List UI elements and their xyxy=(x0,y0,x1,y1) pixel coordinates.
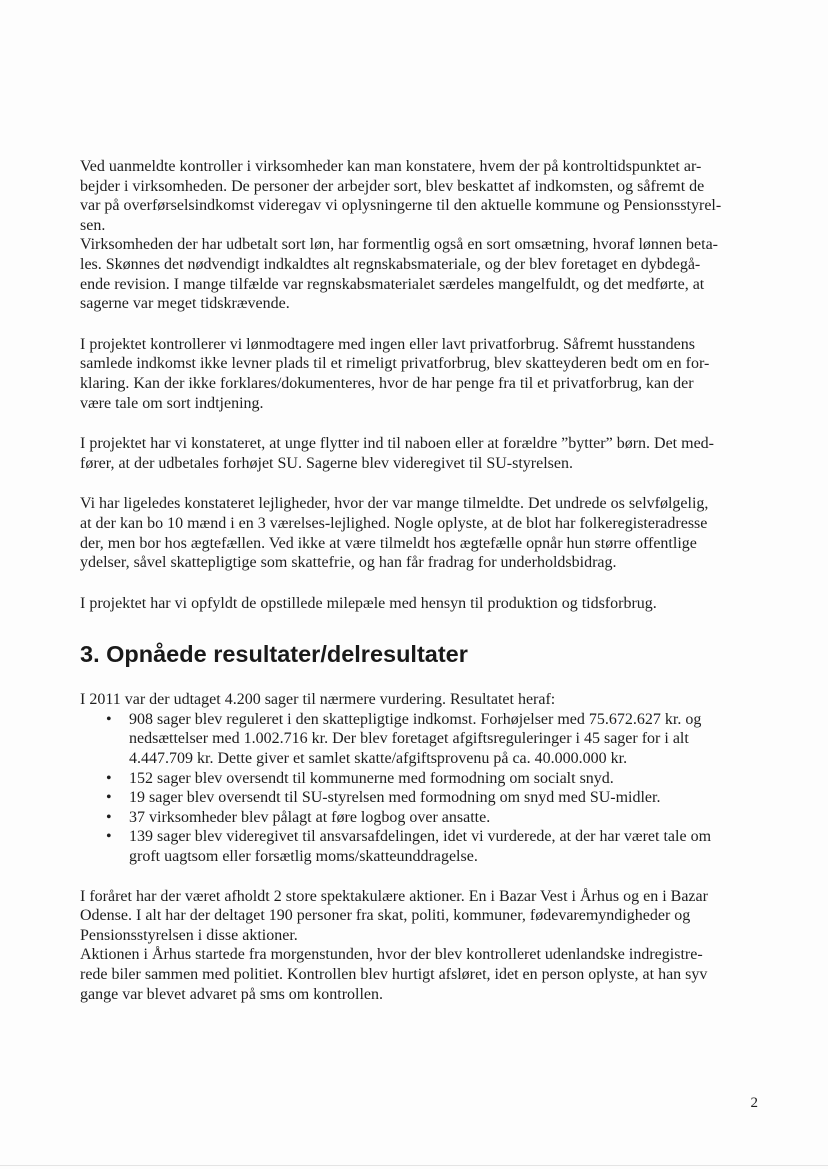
paragraph-milestones xyxy=(80,594,752,614)
text-line: nedsættelser med 1.002.716 kr. Der blev foretaget afgiftsreguleringer i 45 sager for i alt xyxy=(129,730,689,748)
text-line: I projektet har vi opfyldt de opstillede milepæle med hensyn til produktion og tidsforbrug. xyxy=(80,594,657,612)
text-line: rede biler sammen med politiet. Kontrollen blev hurtigt afsløret, idet en person oplyste, at han syv xyxy=(80,966,708,983)
text-line: I projektet har vi konstateret, at unge flytter ind til naboen eller at forældre ”bytter” børn. Det med- xyxy=(80,435,714,453)
text-line: fører, at der udbetales forhøjet SU. Sagerne blev videregivet til SU-styrelsen. xyxy=(80,454,573,472)
text-line: 4.447.709 kr. Dette giver et samlet skatte/afgiftsprovenu på ca. 40.000.000 kr. xyxy=(129,750,628,768)
text-line: Aktionen i Århus startede fra morgenstunden, hvor der blev kontrolleret udenlandske indregistre- xyxy=(80,946,703,964)
text-line: Ved uanmeldte kontroller i virksomheder kan man konstatere, hvem der på kontroltidspunktet ar- xyxy=(80,158,702,175)
text-line: bejder i virksomheden. De personer der arbejder sort, blev beskattet af indkomsten, og såfremt de xyxy=(80,177,705,195)
list-item xyxy=(80,827,752,866)
list-item xyxy=(80,808,752,828)
text-line: 37 virksomheder blev pålagt at føre logbog over ansatte. xyxy=(129,808,491,826)
scan-edge-divider xyxy=(0,1165,828,1166)
results-list xyxy=(80,710,752,867)
text-line: groft uagtsom eller forsætlig moms/skatteunddragelse. xyxy=(129,848,478,866)
results-intro: I 2011 var der udtaget 4.200 sager til nærmere vurdering. Resultatet heraf: xyxy=(80,691,556,709)
text-line: 908 sager blev reguleret i den skattepligtige indkomst. Forhøjelser med 75.672.627 kr. og xyxy=(129,710,702,728)
text-line: at der kan bo 10 mænd i en 3 værelses-lejlighed. Nogle oplyste, at de blot har folkeregisteradresse xyxy=(80,514,708,532)
list-item xyxy=(80,788,752,808)
list-item xyxy=(80,710,752,769)
text-line: Vi har ligeledes konstateret lejligheder, hvor der var mange tilmeldte. Det undrede os selvfølgelig, xyxy=(80,495,709,513)
text-line: 19 sager blev oversendt til SU-styrelsen med formodning om snyd med SU-midler. xyxy=(129,789,661,807)
text-line: var på overførselsindkomst videregav vi oplysningerne til den aktuelle kommune og Pensionsstyrel- xyxy=(80,197,722,215)
text-line: der, men bor hos ægtefællen. Ved ikke at være tilmeldt hos ægtefælle opnår hun større offentlige xyxy=(80,534,697,552)
text-line: les. Skønnes det nødvendigt indkaldtes alt regnskabsmateriale, og der blev foretaget en dybdegå- xyxy=(80,255,701,273)
text-line: klaring. Kan der ikke forklares/dokumenteres, hvor de har penge fra til et privatforbrug, kan der xyxy=(80,374,694,392)
paragraph-su-cases xyxy=(80,434,752,473)
section-heading: 3. Opnåede resultater/delresultater xyxy=(80,641,468,668)
text-line: Virksomheden der har udbetalt sort løn, har formentlig også en sort omsætning, hvoraf lønnen beta- xyxy=(80,236,718,254)
paragraph-apartments xyxy=(80,494,752,572)
text-line: sagerne var meget tidskrævende. xyxy=(80,295,290,313)
text-line: 152 sager blev oversendt til kommunerne med formodning om socialt snyd. xyxy=(129,769,614,787)
text-line: være tale om sort indtjening. xyxy=(80,394,264,412)
list-item xyxy=(80,769,752,789)
text-line: samlede indkomst ikke levner plads til et rimeligt privatforbrug, blev skatteyderen bedt om en for- xyxy=(80,355,710,373)
paragraph-actions xyxy=(80,887,752,1005)
text-line: I projektet kontrollerer vi lønmodtagere med ingen eller lavt privatforbrug. Såfremt husstandens xyxy=(80,335,695,353)
text-line: ende revision. I mange tilfælde var regnskabsmaterialet særdeles mangelfuldt, og det medførte, at xyxy=(80,275,705,293)
text-line: Odense. I alt har der deltaget 190 personer fra skat, politi, kommuner, fødevaremyndigheder og xyxy=(80,907,691,925)
text-line: ydelser, såvel skattepligtige som skattefrie, og han får fradrag for underholdsbidrag. xyxy=(80,554,617,572)
text-line: gange var blevet advaret på sms om kontrollen. xyxy=(80,985,384,1003)
paragraph-unannounced-controls xyxy=(80,157,752,314)
text-line: I foråret har der været afholdt 2 store spektakulære aktioner. En i Bazar Vest i Århus og en i Bazar xyxy=(80,887,708,905)
paragraph-private-consumption xyxy=(80,335,752,413)
text-line: Pensionsstyrelsen i disse aktioner. xyxy=(80,926,298,944)
page-body xyxy=(80,157,752,1004)
text-line: 139 sager blev videregivet til ansvarsafdelingen, idet vi vurderede, at der har været tale om xyxy=(129,828,712,846)
text-line: sen. xyxy=(80,216,106,234)
page-number: 2 xyxy=(750,1095,758,1111)
